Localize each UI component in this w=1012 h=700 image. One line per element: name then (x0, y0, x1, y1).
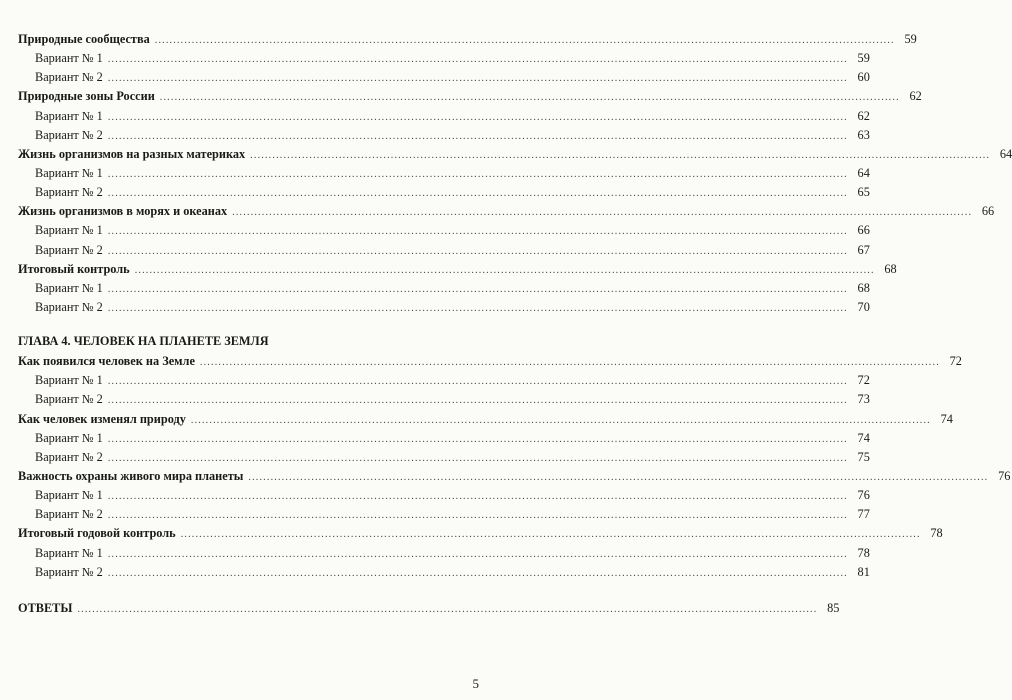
toc-entry-label: Как появился человек на Земле (18, 352, 198, 371)
toc-entry-label: Вариант № 2 (35, 241, 106, 260)
toc-entry-page: 67 (857, 242, 870, 257)
toc-variant-row (18, 221, 870, 240)
leader-dots: ........................................................................................................................................................................................................ (107, 111, 848, 123)
toc-entry-label: Природные зоны России (18, 87, 158, 106)
toc-variant-row (18, 126, 870, 145)
toc-entry-page: 74 (857, 430, 870, 445)
leader-dots: ........................................................................................................................................................................................................ (107, 395, 848, 407)
toc-entry-label: ОТВЕТЫ (18, 599, 75, 618)
toc-section-row (18, 145, 1012, 164)
toc-section-row (18, 260, 897, 279)
toc-entry-label: Вариант № 1 (35, 486, 106, 505)
toc-entry-page: 66 (981, 204, 995, 219)
toc-entry-page: 64 (857, 165, 870, 180)
toc-entry-label: Как человек изменял природу (18, 410, 189, 429)
toc-variant-row (18, 279, 870, 298)
toc-entry-page: 76 (998, 468, 1011, 483)
toc-variant-row (18, 390, 870, 409)
toc-entry-label: Вариант № 1 (35, 164, 106, 183)
toc-section-row (18, 352, 962, 371)
toc-variant-row (18, 241, 870, 260)
toc-variant-row (18, 544, 870, 563)
page-number: 5 (472, 676, 479, 691)
toc-entry-label: Вариант № 2 (35, 390, 106, 409)
toc-entry-label: Вариант № 1 (35, 49, 106, 68)
leader-dots: ........................................................................................................................................................................................................ (77, 603, 818, 615)
toc-variant-row (18, 68, 870, 87)
leader-dots: ........................................................................................................................................................................................................ (250, 149, 991, 161)
toc-entry-label: Вариант № 2 (35, 68, 106, 87)
toc-entry-page: 64 (999, 146, 1012, 161)
toc-section-row (18, 410, 953, 429)
leader-dots: ........................................................................................................................................................................................................ (107, 302, 848, 314)
toc-entry-page: 59 (857, 51, 870, 66)
toc-entry-page: 76 (857, 488, 870, 503)
toc-chapter-block (18, 352, 1011, 582)
toc-entry-label: Вариант № 2 (35, 126, 106, 145)
toc-entry-label: Итоговый контроль (18, 260, 133, 279)
toc-entry-page: 72 (857, 373, 870, 388)
toc-entry-label: Вариант № 2 (35, 298, 106, 317)
leader-dots: ........................................................................................................................................................................................................ (107, 510, 848, 522)
leader-dots: ........................................................................................................................................................................................................ (107, 54, 848, 66)
toc-entry-page: 68 (884, 261, 897, 276)
toc-entry-label: Вариант № 2 (35, 563, 106, 582)
leader-dots: ........................................................................................................................................................................................................ (107, 567, 848, 579)
leader-dots: ........................................................................................................................................................................................................ (232, 207, 973, 219)
toc-section-row (18, 467, 1011, 486)
toc-variant-row (18, 183, 870, 202)
toc-entry-label: Вариант № 2 (35, 505, 106, 524)
toc-entry-page: 74 (940, 411, 953, 426)
table-of-contents (18, 30, 1012, 618)
toc-entry-page: 62 (909, 89, 922, 104)
toc-entry-label: Вариант № 2 (35, 448, 106, 467)
toc-entry-page: 66 (857, 223, 870, 238)
toc-section-row (18, 202, 995, 221)
toc-entry-label: Вариант № 1 (35, 429, 106, 448)
leader-dots: ........................................................................................................................................................................................................ (190, 414, 931, 426)
toc-entry-label: Жизнь организмов в морях и океанах (18, 202, 230, 221)
toc-section-row (18, 87, 922, 106)
chapter-title: ГЛАВА 4. ЧЕЛОВЕК НА ПЛАНЕТЕ ЗЕМЛЯ (18, 334, 269, 349)
toc-entry-page: 81 (857, 564, 870, 579)
toc-entry-page: 77 (857, 507, 870, 522)
leader-dots: ........................................................................................................................................................................................................ (107, 73, 848, 85)
toc-section-row (18, 30, 917, 49)
toc-entry-label: Вариант № 1 (35, 544, 106, 563)
toc-entry-label: Вариант № 1 (35, 221, 106, 240)
toc-entry-label: Природные сообщества (18, 30, 153, 49)
toc-entry-page: 73 (857, 392, 870, 407)
toc-variant-row (18, 164, 870, 183)
toc-variant-row (18, 49, 870, 68)
leader-dots: ........................................................................................................................................................................................................ (107, 245, 848, 257)
toc-entry-page: 75 (857, 449, 870, 464)
toc-variant-row (18, 429, 870, 448)
toc-entry-page: 72 (949, 354, 962, 369)
toc-variant-row (18, 371, 870, 390)
leader-dots: ........................................................................................................................................................................................................ (134, 264, 875, 276)
toc-entry-page: 60 (857, 70, 870, 85)
toc-entry-label: Вариант № 1 (35, 279, 106, 298)
leader-dots: ........................................................................................................................................................................................................ (180, 529, 921, 541)
leader-dots: ........................................................................................................................................................................................................ (107, 130, 848, 142)
leader-dots: ........................................................................................................................................................................................................ (107, 452, 848, 464)
toc-entry-page: 68 (857, 280, 870, 295)
leader-dots: ........................................................................................................................................................................................................ (199, 357, 940, 369)
toc-variant-row (18, 563, 870, 582)
leader-dots: ........................................................................................................................................................................................................ (107, 491, 848, 503)
toc-variant-row (18, 448, 870, 467)
toc-top-block (18, 30, 1012, 317)
toc-entry-page: 78 (857, 545, 870, 560)
leader-dots: ........................................................................................................................................................................................................ (107, 548, 848, 560)
toc-answers-row (18, 599, 840, 618)
leader-dots: ........................................................................................................................................................................................................ (107, 226, 848, 238)
toc-entry-label: Вариант № 1 (35, 107, 106, 126)
leader-dots: ........................................................................................................................................................................................................ (248, 471, 989, 483)
toc-variant-row (18, 298, 870, 317)
leader-dots: ........................................................................................................................................................................................................ (107, 433, 848, 445)
toc-entry-page: 78 (930, 526, 943, 541)
leader-dots: ........................................................................................................................................................................................................ (107, 283, 848, 295)
toc-entry-page: 65 (857, 185, 870, 200)
leader-dots: ........................................................................................................................................................................................................ (107, 188, 848, 200)
toc-entry-page: 85 (827, 600, 840, 615)
leader-dots: ........................................................................................................................................................................................................ (107, 376, 848, 388)
leader-dots: ........................................................................................................................................................................................................ (154, 35, 895, 46)
leader-dots: ........................................................................................................................................................................................................ (107, 168, 848, 180)
toc-entry-label: Вариант № 2 (35, 183, 106, 202)
leader-dots: ........................................................................................................................................................................................................ (159, 92, 900, 104)
toc-variant-row (18, 486, 870, 505)
toc-entry-page: 62 (857, 108, 870, 123)
toc-section-row (18, 524, 943, 543)
toc-entry-label: Важность охраны живого мира планеты (18, 467, 246, 486)
toc-entry-label: Вариант № 1 (35, 371, 106, 390)
toc-variant-row (18, 505, 870, 524)
toc-entry-page: 59 (904, 32, 917, 46)
toc-entry-label: Жизнь организмов на разных материках (18, 145, 248, 164)
toc-entry-page: 70 (857, 299, 870, 314)
toc-variant-row (18, 107, 870, 126)
toc-entry-page: 63 (857, 127, 870, 142)
toc-entry-label: Итоговый годовой контроль (18, 524, 179, 543)
